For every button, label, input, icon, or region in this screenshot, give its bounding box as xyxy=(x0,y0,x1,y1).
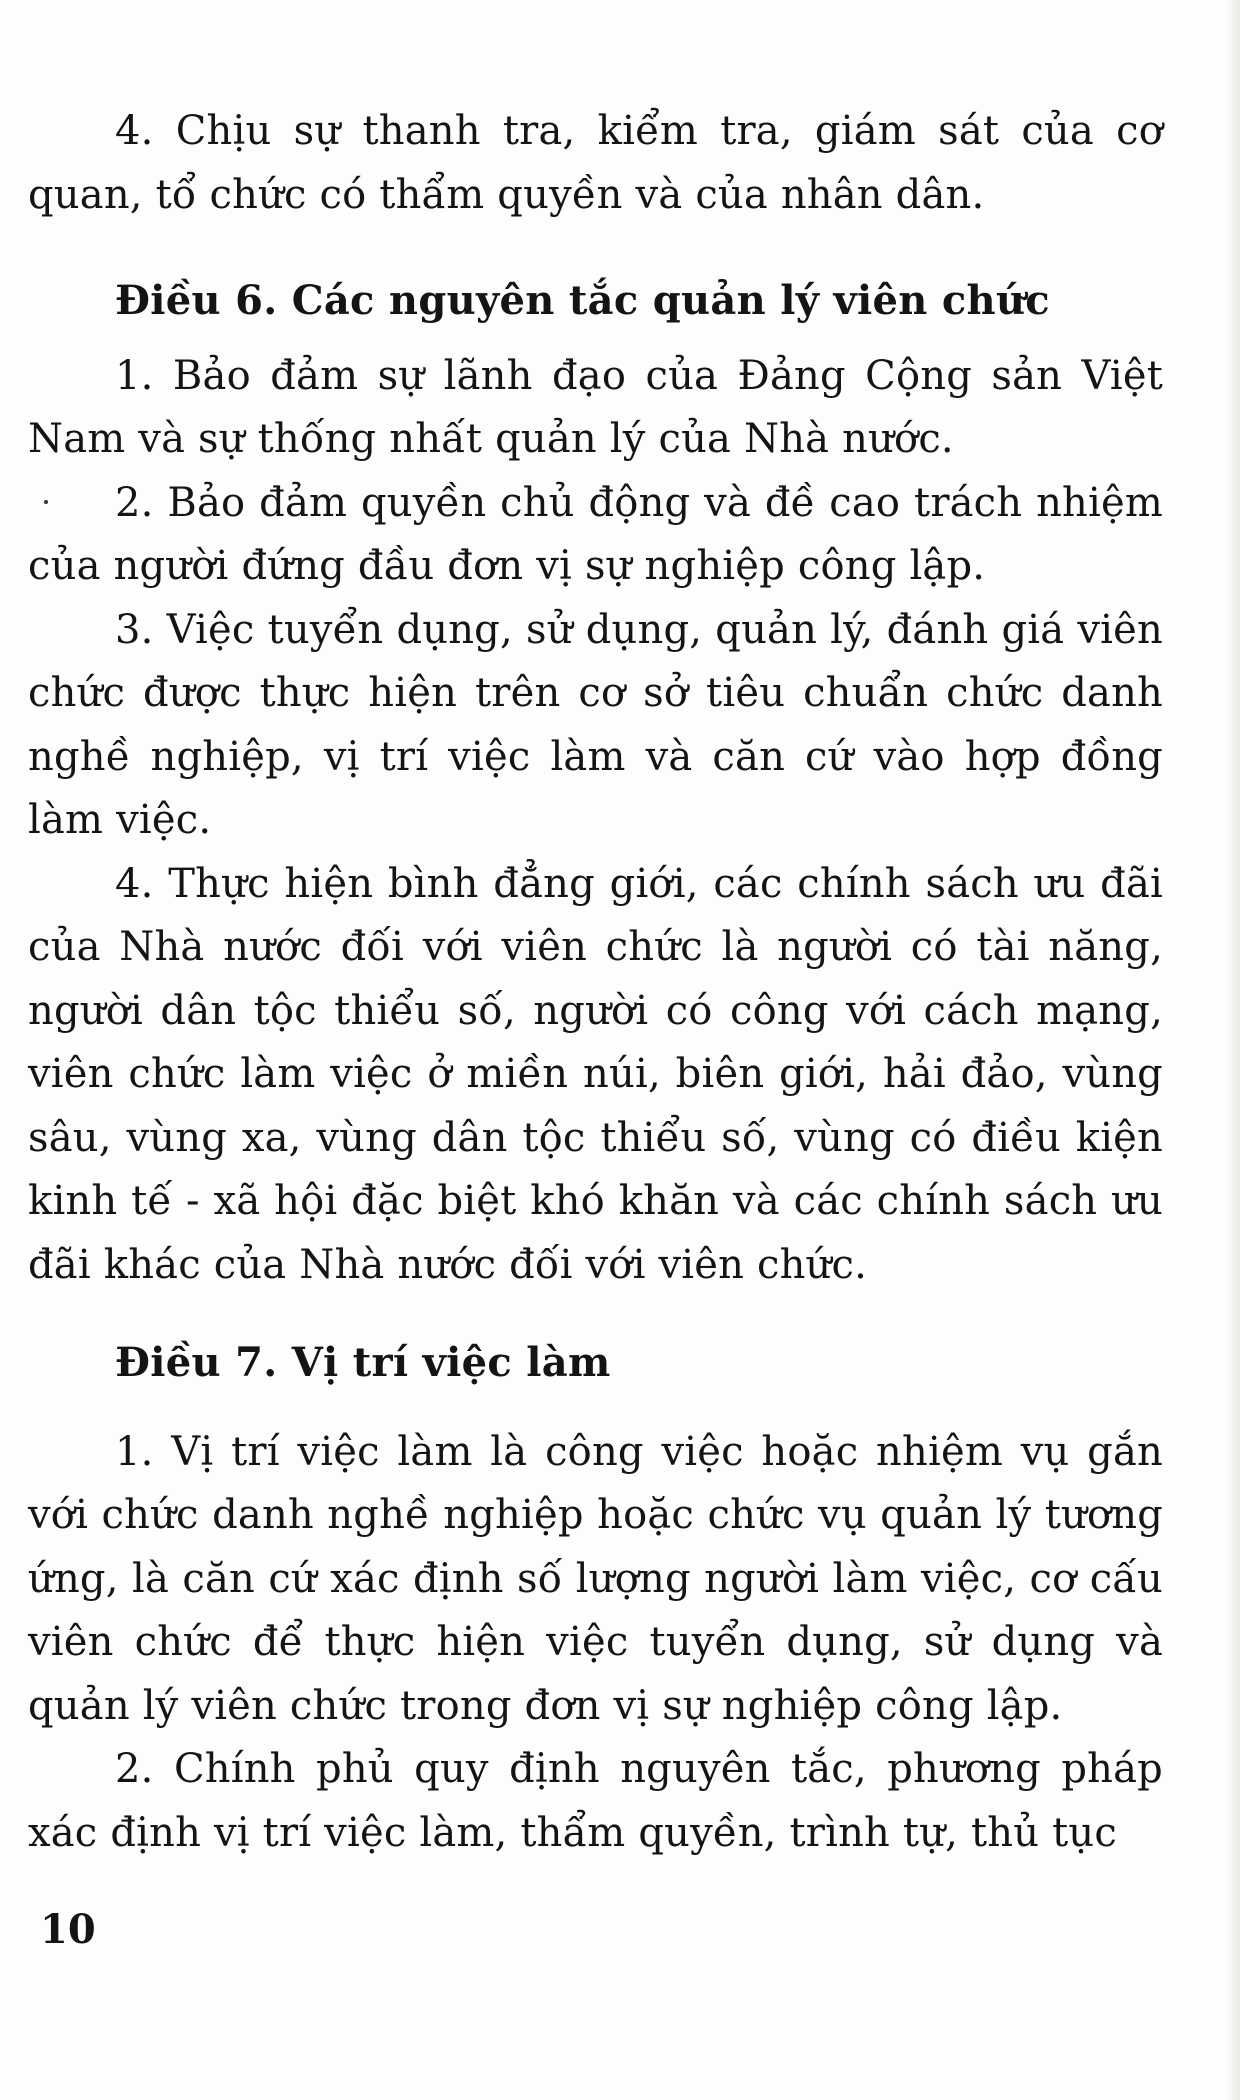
page-edge-shadow xyxy=(1226,0,1240,2100)
page-text-column xyxy=(28,100,1163,1865)
page-number: 10 xyxy=(40,1906,96,1953)
article5-clause-4: 4. Chịu sự thanh tra, kiểm tra, giám sát của cơ quan, tổ chức có thẩm quyền và của nhân dân. xyxy=(28,108,1163,218)
article6-heading: Điều 6. Các nguyên tắc quản lý viên chức xyxy=(115,277,1050,324)
article6-clause-4: 4. Thực hiện bình đẳng giới, các chính sách ưu đãi của Nhà nước đối với viên chức là người có tài năng, người dân tộc thiểu số, người có công với cách mạng, viên chức làm việc ở miền núi, biên giới, hải đảo, vùng sâu, vùng xa, vùng dân tộc thiểu số, vùng có điều kiện kinh tế - xã hội đặc biệt khó khăn và các chính sách ưu đãi khác của Nhà nước đối với viên chức. xyxy=(28,860,1163,1288)
article7-heading: Điều 7. Vị trí việc làm xyxy=(115,1339,611,1386)
article7-clause-1: 1. Vị trí việc làm là công việc hoặc nhiệm vụ gắn với chức danh nghề nghiệp hoặc chức vụ quản lý tương ứng, là căn cứ xác định số lượng người làm việc, cơ cấu viên chức để thực hiện việc tuyển dụng, sử dụng và quản lý viên chức trong đơn vị sự nghiệp công lập. xyxy=(28,1428,1163,1729)
article6-clause-2: 2. Bảo đảm quyền chủ động và đề cao trách nhiệm của người đứng đầu đơn vị sự nghiệp công lập. xyxy=(28,479,1163,589)
article7-clause-2: 2. Chính phủ quy định nguyên tắc, phương pháp xác định vị trí việc làm, thẩm quyền, trình tự, thủ tục xyxy=(28,1746,1163,1856)
article6-clause-3: 3. Việc tuyển dụng, sử dụng, quản lý, đánh giá viên chức được thực hiện trên cơ sở tiêu chuẩn chức danh nghề nghiệp, vị trí việc làm và căn cứ vào hợp đồng làm việc. xyxy=(28,606,1163,843)
article6-clause-1: 1. Bảo đảm sự lãnh đạo của Đảng Cộng sản Việt Nam và sự thống nhất quản lý của Nhà nước. xyxy=(28,352,1163,462)
print-speck xyxy=(44,500,48,504)
